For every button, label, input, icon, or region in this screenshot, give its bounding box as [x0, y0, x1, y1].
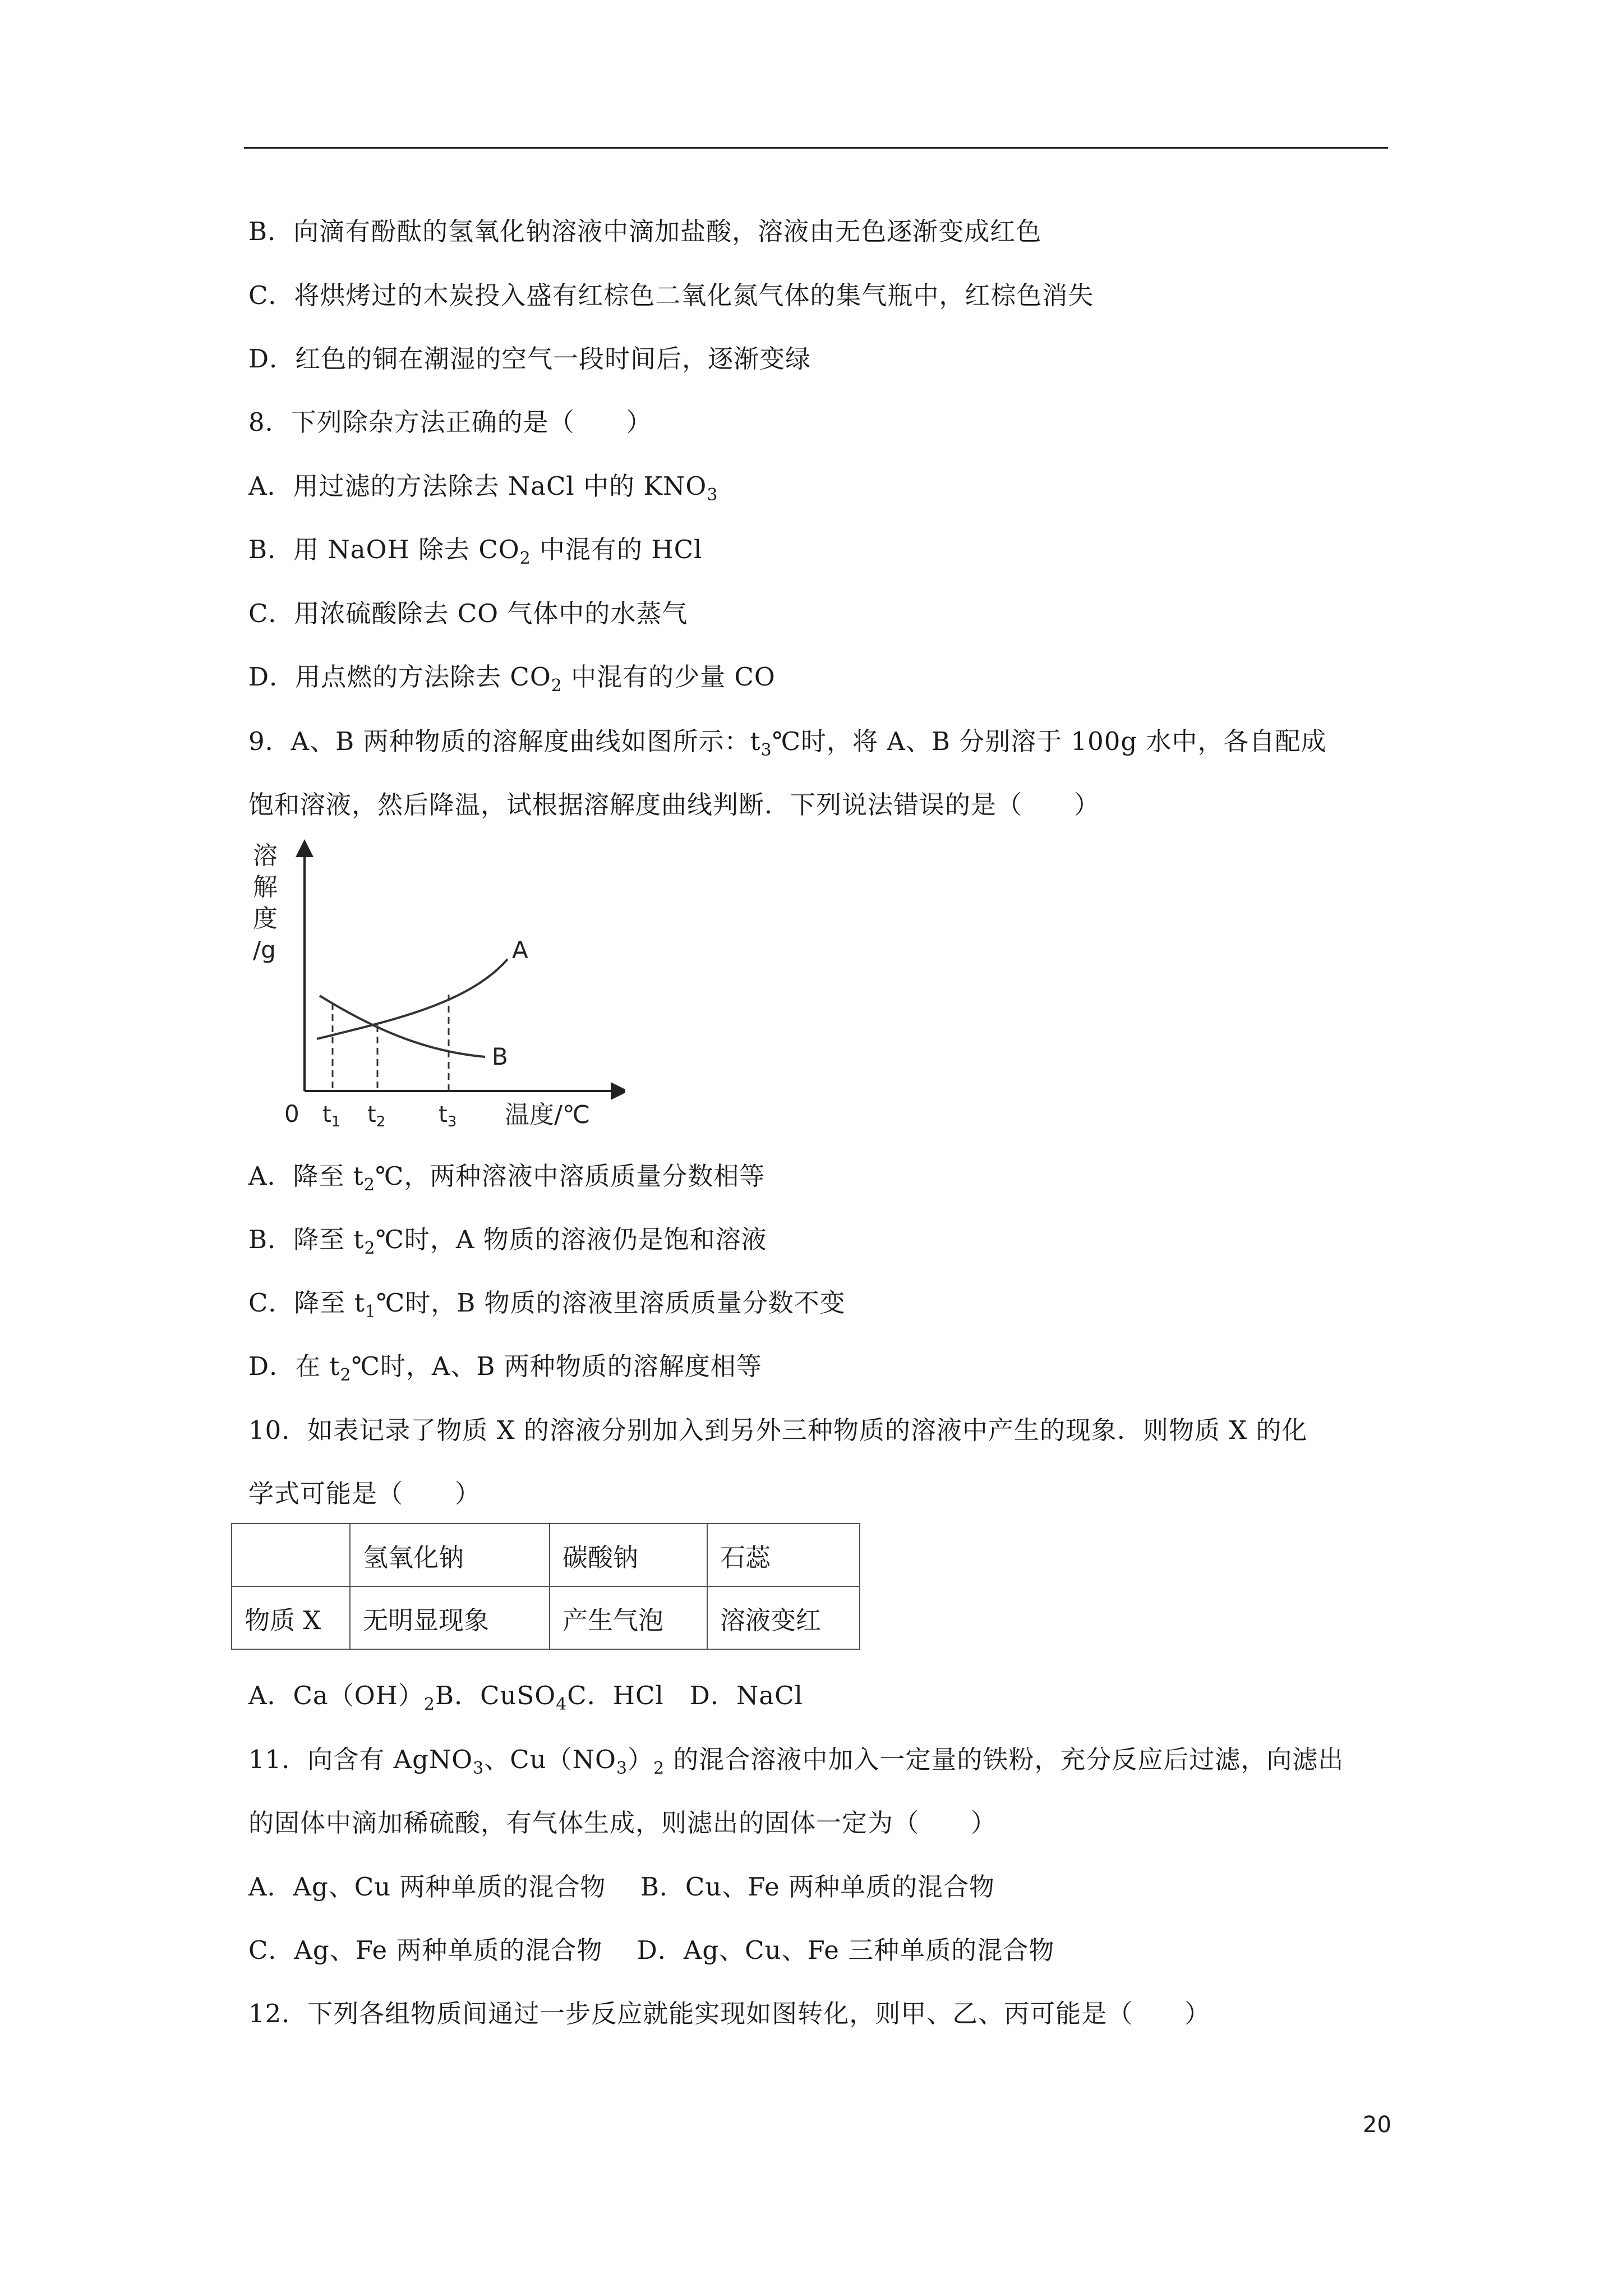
header-rule — [244, 147, 1388, 149]
q9-option-d: D．在 $t_2℃$时，A、B 两种物质的溶解度相等 — [248, 1351, 762, 1385]
q10-stem-line1: 10．如表记录了物质 X 的溶液分别加入到另外三种物质的溶液中产生的现象．则物质 X 的化 — [248, 1415, 1308, 1445]
q10-stem-line2: 学式可能是（ ） — [248, 1479, 481, 1508]
q8-option-b: B．用 NaOH 除去 $CO_2$ 中混有的 HCl — [248, 535, 703, 568]
q12-stem: 12．下列各组物质间通过一步反应就能实现如图转化，则甲、乙、丙可能是（ ） — [248, 1999, 1211, 2028]
solubility-curve-chart — [250, 836, 625, 1142]
table-cell: 物质 X — [232, 1586, 350, 1649]
q9-option-a: A．降至 $t_2℃$，两种溶液中溶质质量分数相等 — [248, 1161, 766, 1195]
q11-options-ab: A．Ag、Cu 两种单质的混合物 B．Cu、Fe 两种单质的混合物 — [248, 1872, 995, 1902]
y-axis-label-4: /g — [253, 936, 276, 964]
q8-option-a: A．用过滤的方法除去 NaCl 中的 $KNO_3$ — [248, 471, 718, 505]
series-a-label: A — [512, 936, 528, 964]
x-tick-t2: $t_2$ — [367, 1102, 386, 1130]
q8-option-c: C．用浓硫酸除去 CO 气体中的水蒸气 — [248, 599, 688, 628]
q7-option-c: C．将烘烤过的木炭投入盛有红棕色二氧化氮气体的集气瓶中，红棕色消失 — [248, 280, 1094, 310]
reaction-table — [231, 1523, 860, 1650]
series-b-curve — [320, 996, 485, 1057]
y-axis-label-1: 溶 — [253, 841, 278, 870]
table-header-row — [232, 1524, 860, 1586]
q10-options: A．$Ca(OH)_2B$．CuSO$_4$C．HCl D．NaCl — [248, 1681, 803, 1714]
q8-option-d: D．用点燃的方法除去 $CO_2$ 中混有的少量 CO — [248, 662, 776, 696]
table-header-cell — [232, 1524, 350, 1586]
table-cell: 产生气泡 — [550, 1586, 707, 1649]
table-row — [232, 1586, 860, 1649]
page-number: 20 — [1363, 2112, 1391, 2138]
x-axis-label: 温度/℃ — [505, 1101, 591, 1129]
q11-stem-line1: 11．向含有 AgNO$_3$、$Cu(NO_3)_2$ 的混合溶液中加入一定量的铁粉，充分反应后过滤，向滤出 — [248, 1745, 1344, 1778]
q11-options-cd: C．Ag、Fe 两种单质的混合物 D．Ag、Cu、Fe 三种单质的混合物 — [248, 1935, 1055, 1965]
table-cell: 溶液变红 — [707, 1586, 860, 1649]
origin-label: 0 — [284, 1100, 299, 1128]
q9-stem-line1: 9．A、B 两种物质的溶解度曲线如图所示：$t_3℃$时，将 A、B 分别溶于 100g 水中，各自配成 — [248, 726, 1327, 760]
q7-option-b: B．向滴有酚酞的氢氧化钠溶液中滴加盐酸，溶液由无色逐渐变成红色 — [248, 217, 1042, 246]
q11-stem-line2: 的固体中滴加稀硫酸，有气体生成，则滤出的固体一定为（ ） — [248, 1808, 997, 1838]
series-b-label: B — [492, 1043, 508, 1070]
q9-option-b: B．降至 $t_2℃$时，A 物质的溶液仍是饱和溶液 — [248, 1225, 767, 1258]
table-header-cell: 氢氧化钠 — [350, 1524, 550, 1586]
table-header-cell: 碳酸钠 — [550, 1524, 707, 1586]
x-tick-t1: $t_1$ — [322, 1102, 341, 1130]
series-a-curve — [317, 959, 508, 1039]
x-tick-t3: $t_3$ — [439, 1102, 457, 1130]
q9-stem-line2: 饱和溶液，然后降温，试根据溶解度曲线判断．下列说法错误的是（ ） — [248, 790, 1100, 820]
y-axis-label-2: 解 — [253, 873, 278, 901]
q7-option-d: D．红色的铜在潮湿的空气一段时间后，逐渐变绿 — [248, 344, 811, 374]
table-cell: 无明显现象 — [350, 1586, 550, 1649]
q8-stem: 8．下列除杂方法正确的是（ ） — [248, 407, 652, 437]
table-header-cell: 石蕊 — [707, 1524, 860, 1586]
y-axis-label-3: 度 — [253, 904, 278, 933]
q9-option-c: C．降至 $t_1℃$时，B 物质的溶液里溶质质量分数不变 — [248, 1288, 846, 1322]
